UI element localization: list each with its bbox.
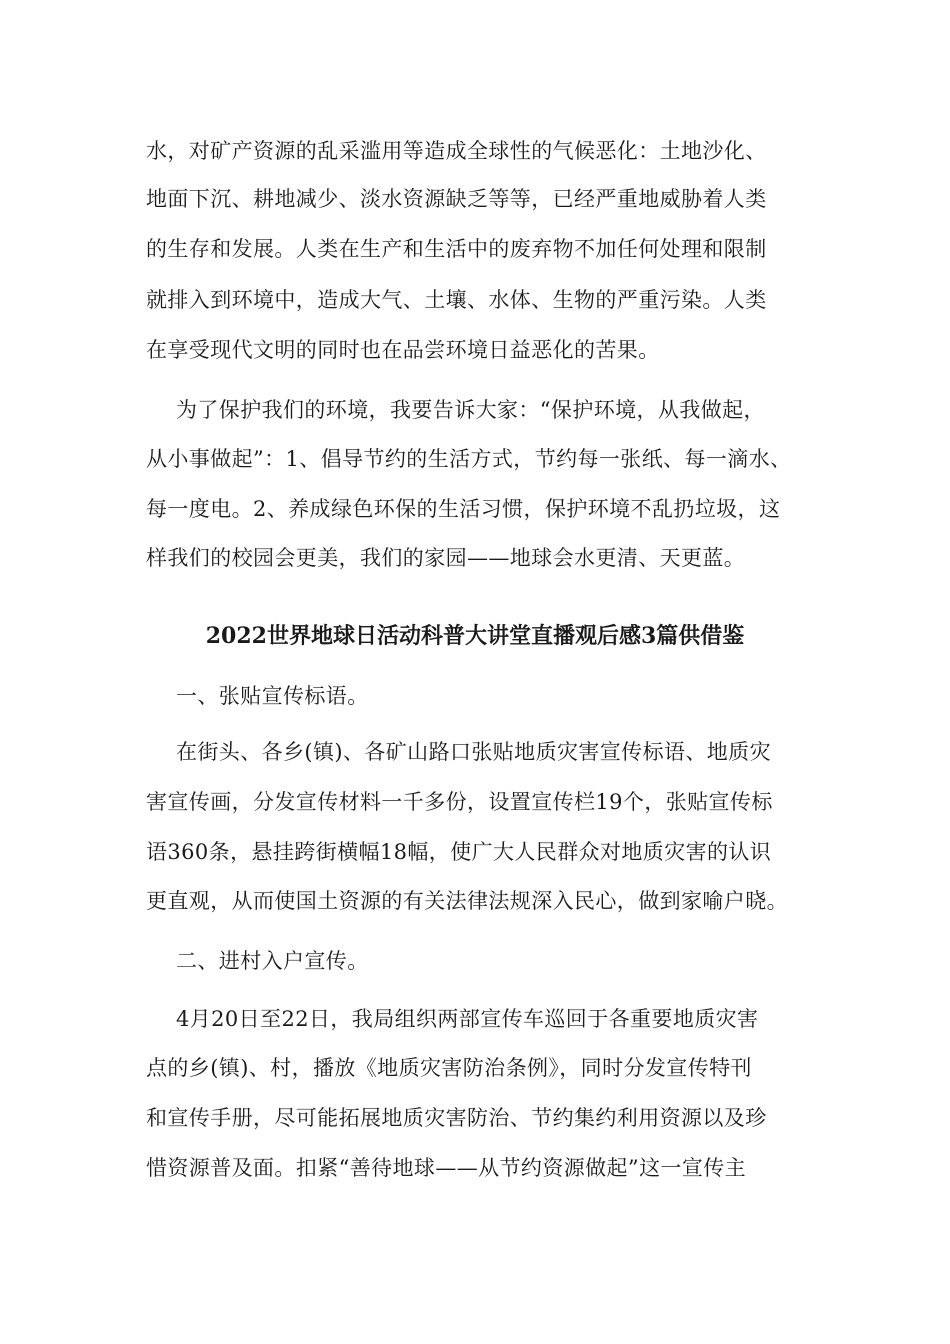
para3-line-4: 更直观，从而使国土资源的有关法律法规深入民心，做到家喻户晓。 (146, 889, 788, 913)
para1-line-4: 就排入到环境中，造成大气、土壤、水体、生物的严重污染。人类 (146, 288, 767, 312)
para1-line-3: 的生存和发展。人类在生产和生活中的废弃物不加任何处理和限制 (146, 237, 767, 261)
para2-line-2: 从小事做起”：1、倡导节约的生活方式，节约每一张纸、每一滴水、 (146, 447, 792, 471)
para1-line-5: 在享受现代文明的同时也在品尝环境日益恶化的苦果。 (146, 338, 660, 362)
para2-line-1: 为了保护我们的环境，我要告诉大家：“保护环境，从我做起， (176, 398, 765, 422)
para4-line-4: 惜资源普及面。扣紧“善待地球——从节约资源做起”这一宣传主 (146, 1156, 747, 1180)
section-heading: 2022世界地球日活动科普大讲堂直播观后感3篇供借鉴 (205, 623, 745, 649)
para3-line-1: 在街头、各乡(镇)、各矿山路口张贴地质灾害宣传标语、地质灾 (176, 740, 771, 764)
para2-line-3: 每一度电。2、养成绿色环保的生活习惯，保护环境不乱扔垃圾，这 (146, 497, 781, 521)
para4-line-2: 点的乡(镇)、村，播放《地质灾害防治条例》，同时分发宣传特刊 (146, 1056, 752, 1080)
para4-line-3: 和宣传手册，尽可能拓展地质灾害防治、节约集约利用资源以及珍 (146, 1106, 767, 1130)
para1-line-1: 水，对矿产资源的乱采滥用等造成全球性的气候恶化：土地沙化、 (146, 139, 767, 163)
para1-line-2: 地面下沉、耕地减少、淡水资源缺乏等等，已经严重地威胁着人类 (146, 187, 767, 211)
section2-title: 二、进村入户宣传。 (176, 949, 369, 973)
para3-line-3: 语360条，悬挂跨街横幅18幅，使广大人民群众对地质灾害的认识 (146, 840, 772, 864)
section1-title: 一、张贴宣传标语。 (176, 684, 369, 708)
para4-line-1: 4月20日至22日，我局组织两部宣传车巡回于各重要地质灾害 (176, 1007, 759, 1031)
para3-line-2: 害宣传画，分发宣传材料一千多份，设置宣传栏19个，张贴宣传标 (146, 790, 773, 814)
para2-line-4: 样我们的校园会更美，我们的家园——地球会水更清、天更蓝。 (146, 546, 746, 570)
